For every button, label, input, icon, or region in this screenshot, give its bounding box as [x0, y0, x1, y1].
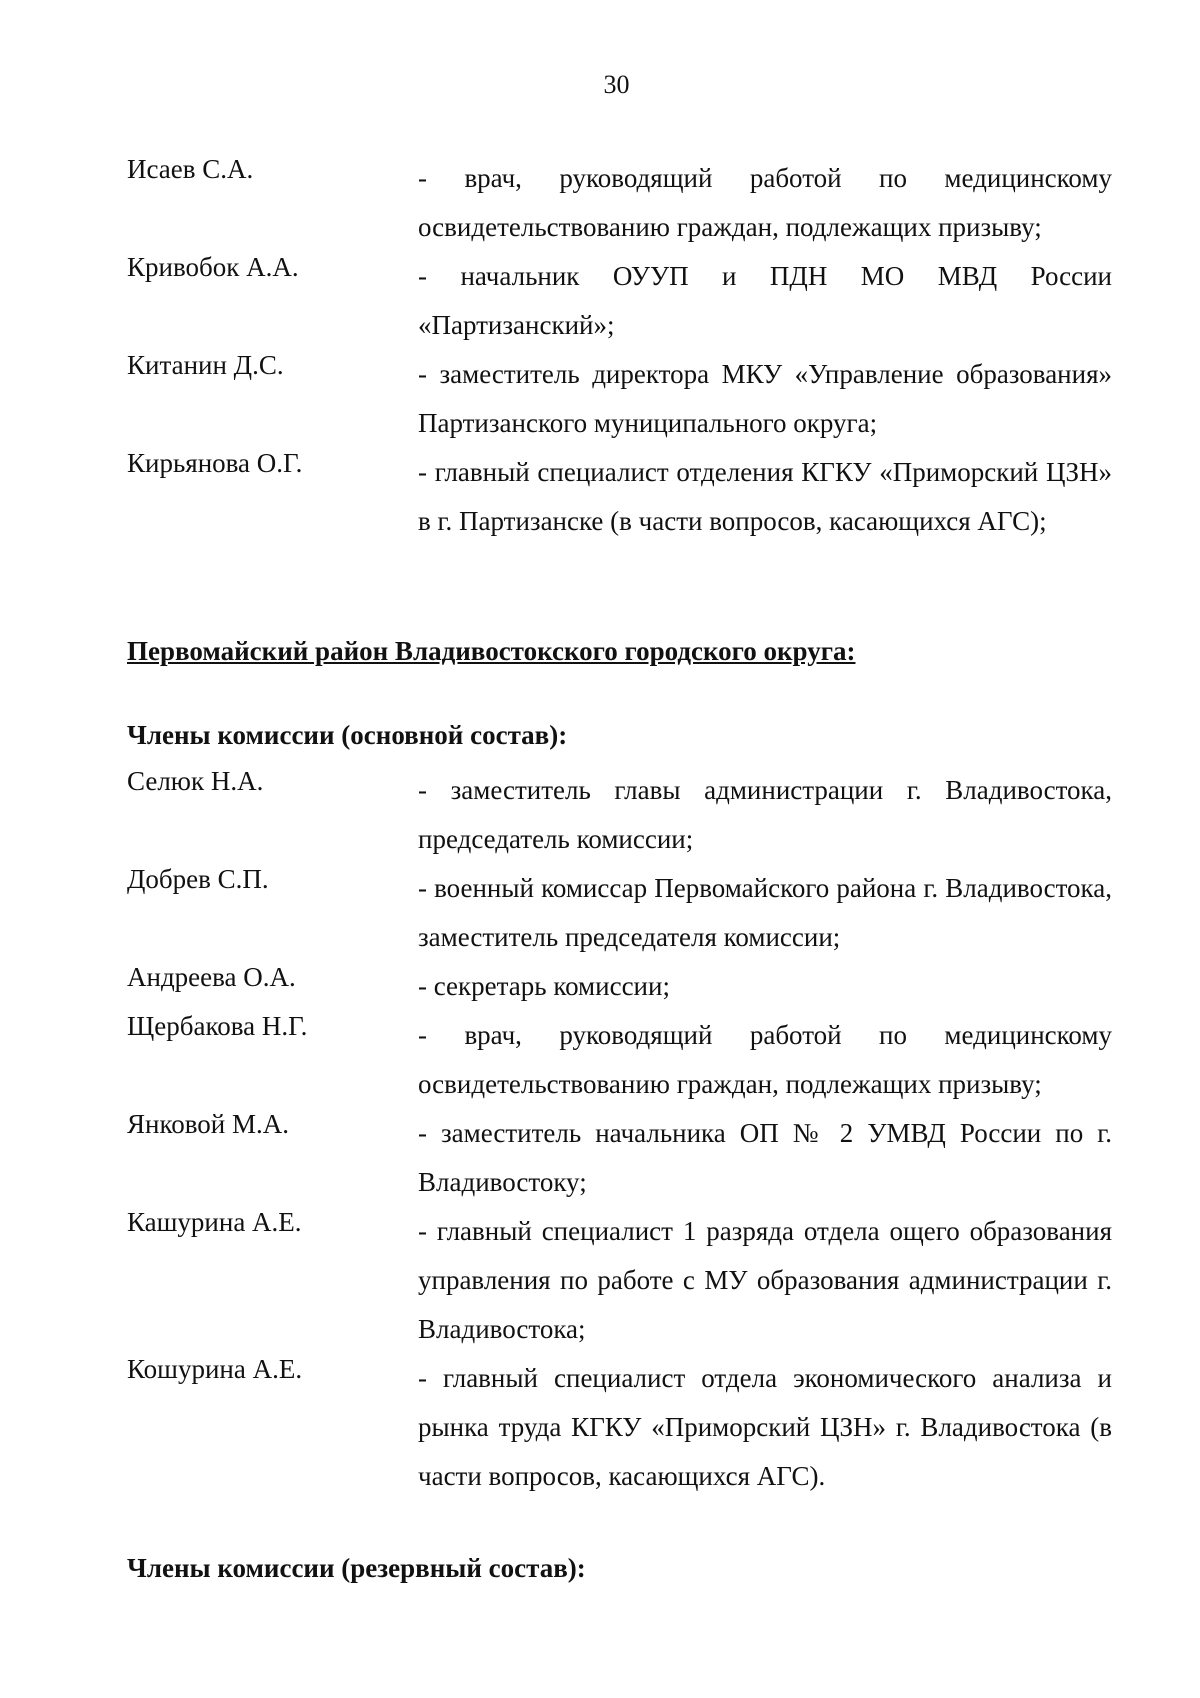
member-name: Кошурина А.Е. — [127, 1354, 303, 1384]
list-item — [0, 1011, 1200, 1109]
list-item — [0, 1109, 1200, 1207]
member-name: Селюк Н.А. — [127, 766, 264, 796]
member-name: Кривобок А.А. — [127, 252, 299, 282]
member-name: Кашурина А.Е. — [127, 1207, 302, 1237]
list-item — [0, 252, 1200, 350]
member-name: Китанин Д.С. — [127, 350, 284, 380]
list-item — [0, 448, 1200, 546]
main-member-list — [0, 766, 1200, 1501]
list-item — [0, 1207, 1200, 1354]
member-role: - врач, руководящий работой по медицинскому освидетельствованию граждан, подлежащих призыву; — [418, 1020, 1112, 1099]
member-role: - заместитель начальника ОП № 2 УМВД России по г. Владивостоку; — [418, 1118, 1112, 1197]
member-role: - начальник ОУУП и ПДН МО МВД России «Партизанский»; — [418, 261, 1112, 340]
page-number: 30 — [603, 70, 630, 99]
list-item — [0, 962, 1200, 1011]
main-section-title: Члены комиссии (основной состав): — [127, 720, 568, 750]
member-name: Щербакова Н.Г. — [127, 1011, 308, 1041]
member-role: - заместитель директора МКУ «Управление образования» Партизанского муниципального округа; — [418, 359, 1112, 438]
member-name: Янковой М.А. — [127, 1109, 289, 1139]
member-role: - главный специалист 1 разряда отдела ощего образования управления по работе с МУ образования администрации г. Владивостока; — [418, 1216, 1112, 1344]
member-name: Исаев С.А. — [127, 154, 254, 184]
member-role: - секретарь комиссии; — [418, 971, 670, 1001]
member-role: - главный специалист отдела экономического анализа и рынка труда КГКУ «Приморский ЦЗН» г. Владивостока (в части вопросов, касающихся АГС). — [418, 1363, 1112, 1491]
member-name: Добрев С.П. — [127, 864, 269, 894]
list-item — [0, 154, 1200, 252]
list-item — [0, 766, 1200, 864]
member-name: Кирьянова О.Г. — [127, 448, 303, 478]
member-role: - врач, руководящий работой по медицинскому освидетельствованию граждан, подлежащих призыву; — [418, 163, 1112, 242]
reserve-section-title: Члены комиссии (резервный состав): — [127, 1553, 586, 1583]
list-item — [0, 350, 1200, 448]
district-title: Первомайский район Владивостокского городского округа: — [127, 636, 856, 666]
top-member-list — [0, 154, 1200, 546]
member-name: Андреева О.А. — [127, 962, 296, 992]
list-item — [0, 864, 1200, 962]
list-item — [0, 1354, 1200, 1501]
member-role: - главный специалист отделения КГКУ «Приморский ЦЗН» в г. Партизанске (в части вопросов, касающихся АГС); — [418, 457, 1112, 536]
member-role: - военный комиссар Первомайского района г. Владивостока, заместитель председателя комиссии; — [418, 873, 1112, 952]
member-role: - заместитель главы администрации г. Владивостока, председатель комиссии; — [418, 775, 1112, 854]
